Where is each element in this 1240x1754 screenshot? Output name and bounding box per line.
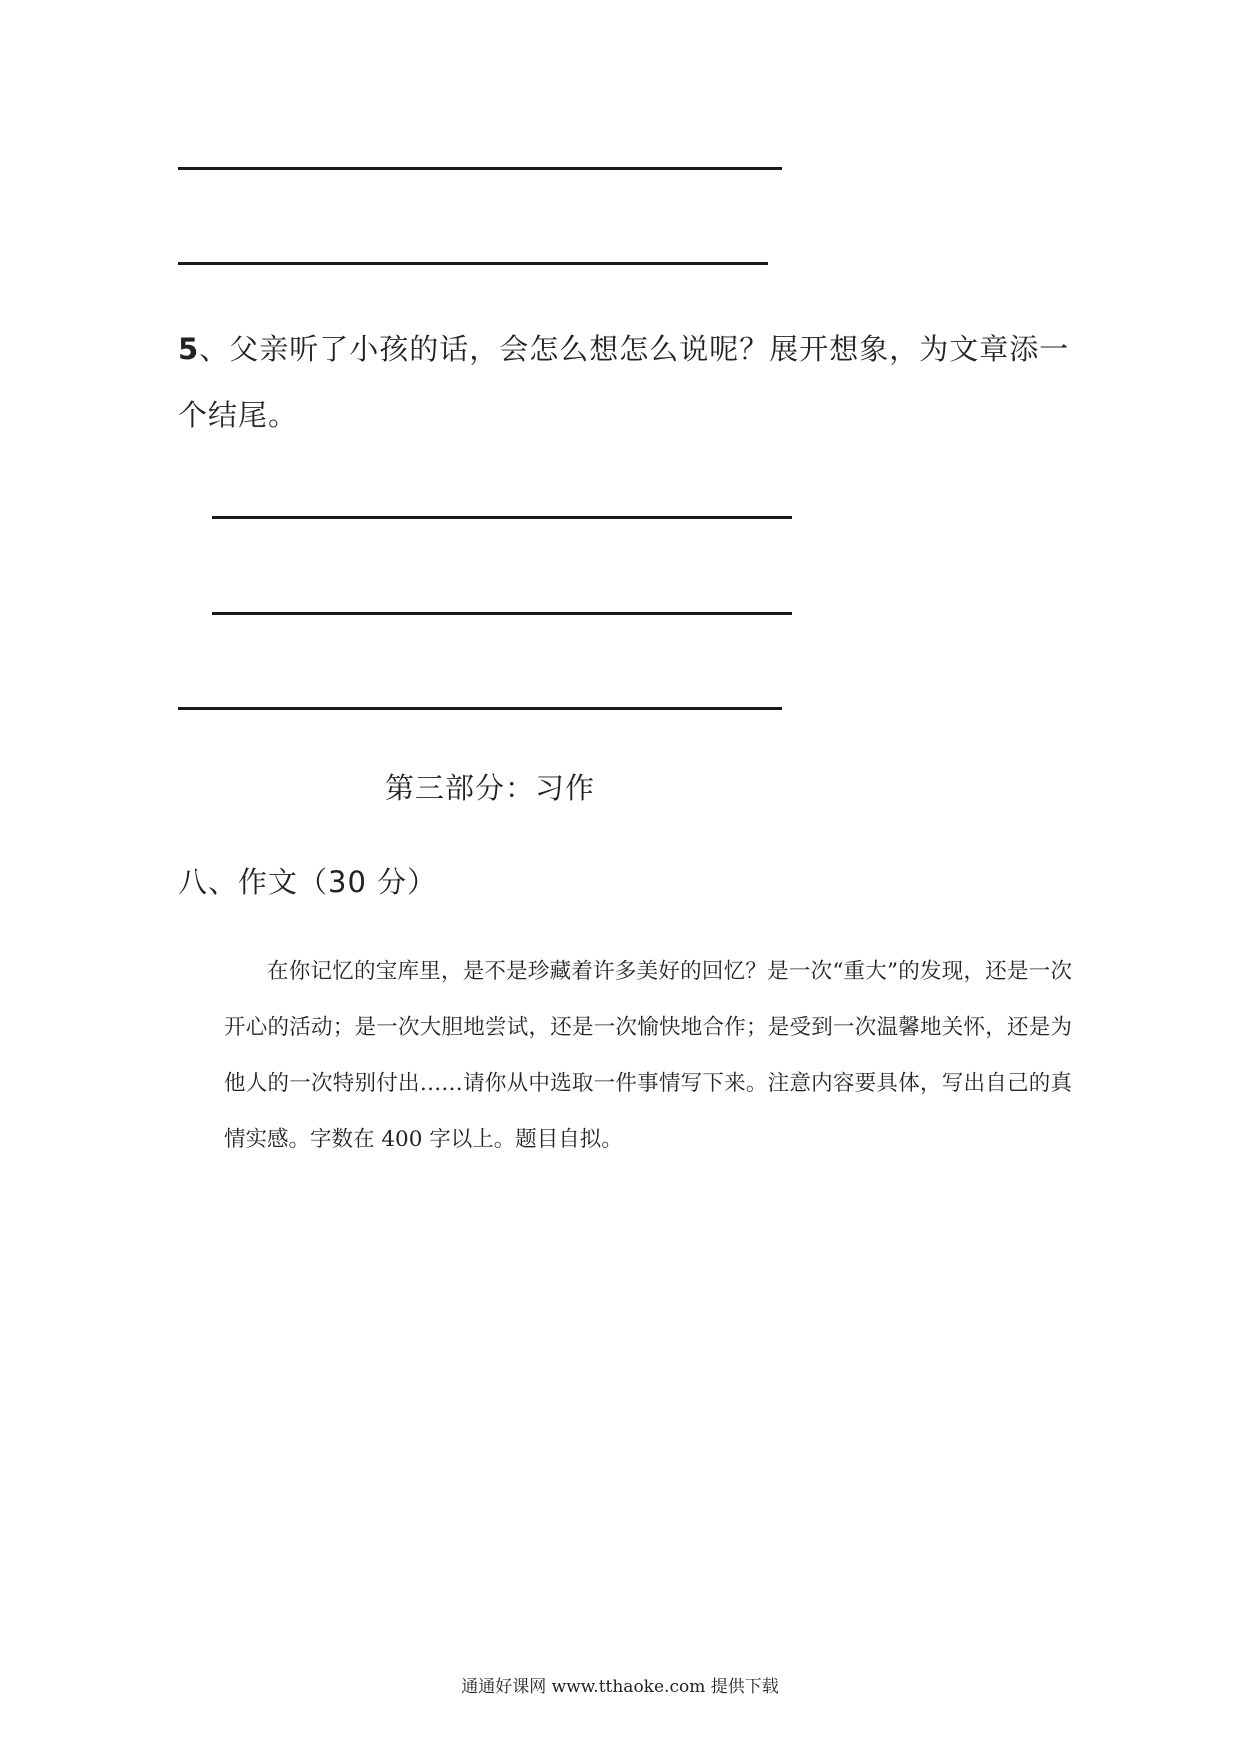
answer-line-2[interactable] [178,262,768,265]
question-5 [178,316,1078,448]
essay-prompt: 在你记忆的宝库里，是不是珍藏着许多美好的回忆？是一次“重大”的发现，还是一次开心的活动；是一次大胆地尝试，还是一次愉快地合作；是受到一次温馨地关怀，还是为他人的一次特别付出……请你从中选取一件事情写下来。注意内容要具体，写出自己的真情实感。字数在 400 字以上。题目自拟。 [224,959,1072,1152]
answer-line-5[interactable] [178,707,782,710]
essay-heading: 八、作文（30 分） [178,865,438,899]
footer-download-note: 通通好课网 www.tthaoke.com 提供下载 [461,1677,779,1697]
answer-line-4[interactable] [212,612,792,615]
section-title: 第三部分：习作 [385,771,596,805]
answer-line-3[interactable] [212,516,792,519]
question-number: 5 [178,332,200,366]
question-text: 、父亲听了小孩的话，会怎么想怎么说呢？展开想象，为文章添一个结尾。 [178,332,1070,432]
answer-line-1[interactable] [178,167,782,170]
